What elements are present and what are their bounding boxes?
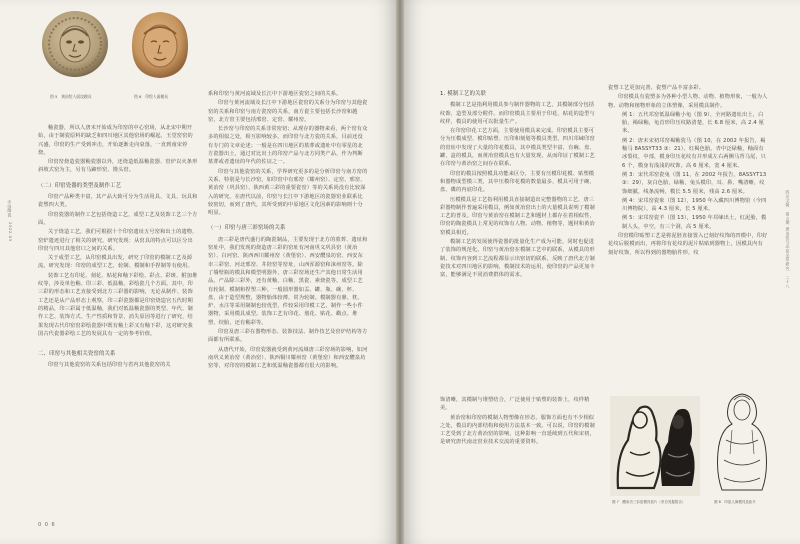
mold-rubbing-image [610,396,700,496]
book-gutter [396,0,404,544]
example-item: 例 5：宋邛窑瓷羊（图 13），1950 年邛崃出土，红泥胎，模制人头，中空，有三个洞，高 5 厘米。 [622,215,767,230]
paragraph: 印窑与黄河流域及长江中下游地区瓷窑的关系分为印窑与其他瓷窑的关系和印窑与南方瓷窑的关系，南方瓷主要包括长沙窑和越窑，北方窑主要包括邢窑、定窑、耀州窑。 [208,100,368,123]
left-column-2 [208,90,368,522]
paragraph: 在印窑印花工艺方面，主要使用模具来完成。印窑模具主要可分为压模成型、模印贴塑、压印和刻划等模具类型。四川邛崃印窑的窑址中发现了大量的印花模具，其中模具类型丰富，有碗、盘、罐、盒的模具，而黄冶窑模具也有大量发现，从而印证了模制工艺在印窑与黄冶窑之间存在联系。 [440,128,595,168]
page-number-left: 0 0 6 [38,522,56,528]
figure-6 [122,6,198,82]
paragraph: 系和印窑与黄河流域及长江中下游地区瓷窑之间的关系。 [208,91,342,97]
figure-8 [712,390,772,496]
paragraph: 压模模具是工艺指利用模具直接制造出完整器物的工艺，唐三彩器物制作普遍采用模具，例如黄冶窑出土的大量模具说明了模制工艺的普及。印窑与黄冶窑在模制工艺和题材上都存在着相似性，印窑的陶瓷模具上常见的纹饰有人物、动物、植物等，题材和黄冶窑模具相近。 [440,196,595,236]
example-item: 例 2：唐末宋初邛窑褐釉瓷马（图 10，在 2002 年报告，褐釉马 8ASSYT33 ③：21），红褐色胎，青中泛绿釉，釉面有冰裂纹，中部，模身印压花纹有并形成左右两侧马背马尾，只 6 个，模身有浅浅的纹饰。高 6 厘米，宽 4 厘米。 [622,137,767,169]
paragraph: 印窑及唐三彩在器物形态、装饰技法、制作技艺及窑炉结构等方面都有所联系。 [208,329,368,344]
example-item: 例 4：宋邛窑瓷象（图 12），1950 年入藏四川博物馆（今四川博物院），高 4.3 厘米，长 5 厘米。 [622,197,767,213]
figure-5 [38,6,112,80]
paragraph: 瓷塑工艺更加完善，瓷塑产品丰富多彩。 [608,85,705,91]
paragraph: 关于烧造工艺，我们可根据十个印窑遗址五号窑和出土的遗物，窑炉遗迹进行了相关的研究。研究发现：从窑具的特点可以区分出印窑与四川其他窑口之间的关系。 [38,229,198,252]
paragraph: 印窑瓷器的制作工艺包括烧造工艺，成型工艺及装饰工艺三个方面。 [38,211,198,226]
figure-mold-drawing-image [712,390,772,496]
paragraph: 印窑窑烧造瓷器釉瓷器以外，还烧造低温釉瓷器、窑炉以火条形斜坡式窑为主，另有马蹄形窑、馒头窑。 [38,159,198,174]
paragraph: 长沙窑与印窑的关系非常密切；从现存的器物来看，两个窑有众多的相似之处，相互影响较多。而印窑与北方瓷的关系，目前还没有专门的文章论述；一般是在四川地区的墓葬或遗址中有零星的北方瓷器出土，通过对比出土的印窑产品与北方同类产品，作为判断墓葬或者遗址的年代的佐证之一。 [208,126,368,166]
paragraph: 印窑与其他瓷窑的关系，学界研究更多的是分析印窑与南方窑的关系，特别是与长沙窑。如印窑中有邢窑（耀州窑）、定窑、邢窑、黄冶窑（巩县窑）、陕西黄三彩的重要瓷窑）等的关系尚没有比较深入的研究。在唐代以前，印窑与长江中下游地区的瓷器窑业联系比较密切，而到了唐代，其所受到的中原地区文化因素的影响则十分明显。 [208,168,368,217]
right-page [400,0,800,544]
section-heading: 1. 模制工艺的关联 [440,91,487,97]
paragraph: 模制工艺的发展使得瓷器的批量化生产成为可能，同时也促进了装饰的规范化。印窑与黄冶窑在模制工艺中的联系，从模具的形制、纹饰内容到工艺流程都显示出密切的联系，反映了唐代北方制瓷技术对四川地区的影响，模制技术的运用，使印窑的产品更加丰富，能够满足不同消费群体的需求。 [440,239,595,279]
section-heading: （一）印窑与唐三彩窑场的关系 [208,225,286,232]
paragraph: 关于成型工艺，从印窑模具出发，研究了印窑的模制工艺及源流。研究发现：印窑的成型工艺，轮制、模制和手捏制等有使用。 [38,255,193,270]
section-heading: 二、印窑与其他相关瓷窑的关系 [38,351,116,358]
paragraph: 从唐代开始，印窑瓷器就受到黄河流域唐三彩窑场的影响，如河南巩义黄冶窑（黄冶窑）、陕西铜川耀州窑（黄堡窑）和西安醴泉坊窑等，对印窑的模制工艺和低温釉瓷器都有很大的影响。 [208,346,368,370]
paragraph: 印窑产品种类丰富，其产品大致可分为生活用具、文具、玩具和瓷塑四大类。 [38,194,198,209]
paragraph: 装饰工艺有印花、刻花、贴花和釉下彩绘、彩点、彩斑、附加堆纹等，涉及单色釉、印三彩、低温釉、彩绘瓷几个方面。其中，印三彩的形态和工艺直接受到北方三彩器的影响，无论从制作、装饰工艺还是从产品形态上观察，印三彩瓷器都是印窑烧造宫五代时期的精品，印三彩属于低温釉，我们对低温釉瓷器的类型、年代、制作工艺、装饰方式、生产性质和背景，消失原因等进行了研究，结果发现古代印窑窑彩绘瓷器中既有釉上彩又有釉下彩，这对研究我国古代瓷器彩绘工艺的发展具有一定的参考价值。 [38,272,198,337]
running-side-text-right: 四川文物 第五期 黄冶窑与邛窑关系研究 二十八 [786,190,791,289]
example-item: 例 1：五代邛窑低温绿釉小龟（图 9），全河路遗址出土，白胎，褐绿釉，龟首形印压纹路清楚，长 6.8 厘米，高 2.4 厘米。 [622,111,765,135]
section-heading: （二）印窑瓷器的类型及制作工艺 [38,182,122,189]
paragraph: 饰清晰，其模制与堆塑结合，广泛使用于贴塑的装饰上，纹样精美。 [440,397,590,412]
terracotta-face-mold-image [122,6,198,82]
figure-5-caption: 图 5 黄冶绘人面纹模具 [50,94,92,99]
paragraph: 印窑的模具按照模具功能来区分，主要有压模印花模、贴塑模和器物成型模三类，其中压模印花模的数量最多，模具可用于碗、盘、碟的内底印花。 [440,170,595,194]
right-column-1 [440,90,598,390]
paragraph: 印窑与其他瓷窑的关系包括印窑与省内其他瓷窑的关 [48,362,171,369]
figure-6-caption: 图 6 印绘人面模具 [134,94,168,99]
right-column-1-lower [440,396,598,524]
paragraph: 印窑模印贴塑工艺是将泥胚直接置入已刻好纹饰的凹模中，印好花纹后脱模而出，再将印有花纹的泥片粘贴到器物上，因模具内有刻好纹饰，所以得到的器物胎件形，纹 [608,233,768,256]
paragraph: 模制工艺是指利用模具参与制作器物的工艺，其模制部分包括纹饰、造型及部分附件。而印窑模具主要用于印花、贴花的造型与纹样，模具的使用可以批量生产。 [440,102,595,125]
figure-7-caption: 图 7 醴泉坊三彩窑模具拓片（采自发掘报告） [612,500,686,504]
figure-8-caption: 图 8 印窑人像模具及拓片 [714,500,756,504]
left-column-1 [38,124,198,516]
paragraph: 釉瓷器，所以人唐末开始成为印窑的中心窑场，从北宋中期开始，由于制瓷原料的缺乏和四川地区其他窑场的崛起，玉堂窑窑的兴盛，印窑的生产受到冲击，开始逐渐走向衰落，一直到南宋停烧。 [38,125,193,156]
round-face-mold-image [38,6,112,80]
right-column-2 [608,84,768,384]
running-side-text-left: 中国陶瓷 2022.03 [8,200,13,242]
paragraph: 唐三彩是唐代盛行的陶瓷制品，主要发现于北方的墓葬、遗址和窑址中，我们发现的烧造唐三彩的窑址有河南巩义巩县窑（黄冶窑）、白河窑、陕西西川耀州窑（黄堡窑）、西安醴泉坊窑、西安东市三彩窑、河北邢窑、井陉窑等窑址，山西浑源窑和涞州窑等。除了墙壁瓶的模具和模型明器外，唐三彩窑场还生产其他日常生活用品。产品除三彩外，还有黄釉、白釉、黑瓷、素烧瓷等。成型工艺有轮制、模制和捏塑三种。一般圆形器如盂、罐、瓶、碗、杯、盘，由于造型规整，器物胎体较薄，常为轮制。模制器有鼎、枕、炉、水注等采用制制也较优型，件较采用印模工艺，制作一些小件器物，采用模具成型。装饰工艺有印花、划花、贴花、戳点、堆塑、绞胎，还有釉彩等。 [208,236,368,326]
paragraph: 黄冶窑和印窑的模制人物塑像在形态、服饰方面也有不少相似之处，模具的内部结构和使用方法基本一致。可以说，印窑的模制工艺受到了北方黄冶窑的影响，这种影响一直延续到五代和宋初，是研究唐代南北窑业技术交流的重要资料。 [440,414,595,446]
figure-7 [610,396,700,496]
paragraph: 印窑模具有瓷塑多为各种小型人物、动物、植物形象，一般为人物、动物和植物形象的立体塑像，采用模具制作。 [608,94,768,109]
example-item: 例 3：宋代邛窑瓷兔（图 11，在 2002 年报告，8ASSYT13 ③：29），灰白色胎，绿釉，兔头模印，耳、鼻、嘴清晰，纹饰细腻，线条流畅，模长 5.5 厘米，残高 2.6 厘米。 [622,171,767,195]
